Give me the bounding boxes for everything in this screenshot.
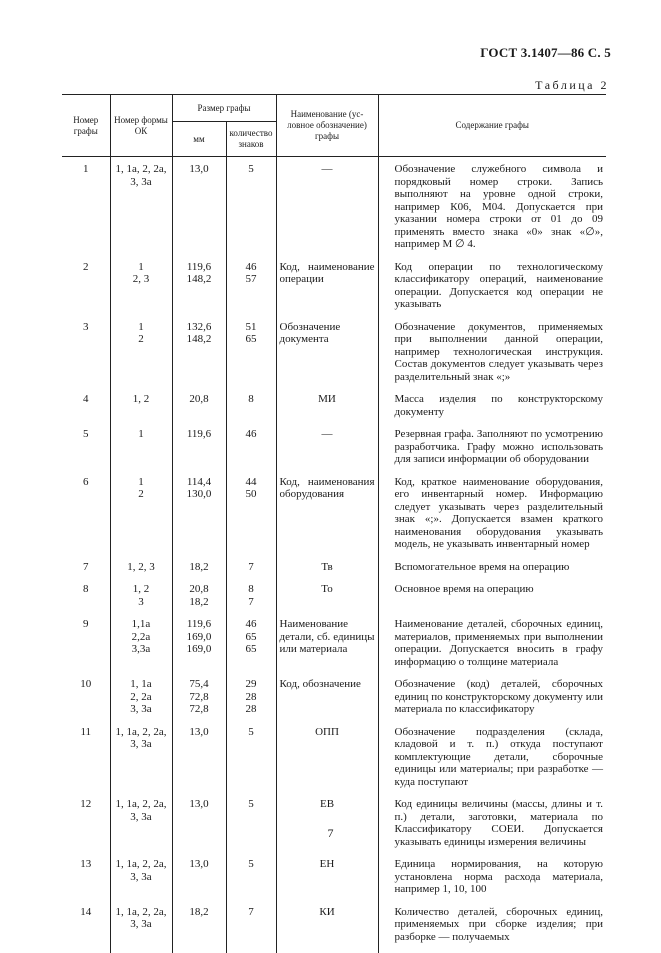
cell-field-name: КИ — [276, 906, 378, 953]
size-mm-value: 169,0 — [176, 643, 223, 656]
header-forms: Номер формы ОК — [110, 95, 172, 157]
size-mm-value: 119,6 — [176, 428, 223, 441]
form-number: 3, 3а — [114, 918, 169, 931]
table-caption: Таблица 2 — [535, 78, 609, 93]
size-mm-value: 20,8 — [176, 393, 223, 406]
cell-form-numbers — [110, 618, 172, 678]
char-count-value: 5 — [230, 726, 273, 739]
form-number: 1 — [114, 261, 169, 274]
char-count-value: 44 — [230, 476, 273, 489]
cell-size-mm — [172, 618, 226, 678]
fields-table — [62, 94, 606, 953]
size-mm-value: 119,6 — [176, 261, 223, 274]
size-mm-value: 18,2 — [176, 906, 223, 919]
char-count-value: 7 — [230, 596, 273, 609]
form-number: 1, 2 — [114, 583, 169, 596]
size-mm-value: 13,0 — [176, 726, 223, 739]
cell-form-numbers — [110, 561, 172, 584]
table-row — [62, 393, 606, 428]
char-count-value: 5 — [230, 163, 273, 176]
cell-field-number: 1 — [62, 163, 110, 261]
cell-char-count — [226, 858, 276, 906]
form-number: 2 — [114, 488, 169, 501]
cell-field-content: Обозначение (код) деталей, сборочных единиц по конструкторскому документу или материала по классификатору — [378, 678, 606, 726]
header-num: Номер графы — [62, 95, 110, 157]
table-row — [62, 858, 606, 906]
cell-char-count — [226, 393, 276, 428]
cell-form-numbers — [110, 583, 172, 618]
size-mm-value: 13,0 — [176, 163, 223, 176]
cell-field-name: МИ — [276, 393, 378, 428]
cell-char-count — [226, 726, 276, 799]
cell-field-content: Вспомогательное время на операцию — [378, 561, 606, 584]
cell-form-numbers — [110, 428, 172, 476]
cell-field-number: 6 — [62, 476, 110, 561]
char-count-value: 50 — [230, 488, 273, 501]
cell-size-mm — [172, 906, 226, 953]
cell-field-content: Обозначение подразделения (склада, кладовой и т. п.) откуда поступают комплектующие детали, сборочные единицы или материалы; при разработке — куда поступают — [378, 726, 606, 799]
char-count-value: 8 — [230, 583, 273, 596]
cell-size-mm — [172, 858, 226, 906]
char-count-value: 5 — [230, 858, 273, 871]
cell-form-numbers — [110, 163, 172, 261]
size-mm-value: 114,4 — [176, 476, 223, 489]
size-mm-value: 119,6 — [176, 618, 223, 631]
cell-char-count — [226, 321, 276, 394]
cell-field-content: Единица нормирования, на которую установлена норма расхода материала, например 1, 10, 100 — [378, 858, 606, 906]
header-content: Содержание графы — [378, 95, 606, 157]
cell-form-numbers — [110, 321, 172, 394]
form-number: 2, 3 — [114, 273, 169, 286]
size-mm-value: 20,8 — [176, 583, 223, 596]
cell-char-count — [226, 476, 276, 561]
cell-char-count — [226, 583, 276, 618]
table-row — [62, 906, 606, 953]
cell-field-content: Код единицы величины (массы, длины и т. п.) детали, заготовки, материала по Классификатору СОЕИ. Допускается указывать единицы измерения величины — [378, 798, 606, 858]
form-number: 3, 3а — [114, 176, 169, 189]
char-count-value: 28 — [230, 703, 273, 716]
cell-form-numbers — [110, 261, 172, 321]
cell-field-number: 9 — [62, 618, 110, 678]
table-row — [62, 476, 606, 561]
form-number: 1 — [114, 428, 169, 441]
cell-field-name: — — [276, 428, 378, 476]
cell-field-number: 11 — [62, 726, 110, 799]
cell-field-content: Код, краткое наименование оборудования, его инвентарный номер. Информацию следует указывать через разделительный знак «;». Допускается взамен краткого наименования оборудования указывать модель, не указывать инвентарный номер — [378, 476, 606, 561]
size-mm-value: 75,4 — [176, 678, 223, 691]
char-count-value: 7 — [230, 906, 273, 919]
header-name: Наименование (ус-ловное обозначение) графы — [276, 95, 378, 157]
cell-field-content: Обозначение документов, применяемых при выполнении данной операции, например технологическая инструкция. Состав документов следует указывать через разделительный знак «;» — [378, 321, 606, 394]
header-chars: количество знаков — [226, 122, 276, 157]
cell-field-name: Наименование детали, сб. единицы или материала — [276, 618, 378, 678]
form-number: 2, 2а — [114, 691, 169, 704]
cell-size-mm — [172, 476, 226, 561]
page-number: 7 — [0, 826, 661, 841]
table-row — [62, 561, 606, 584]
char-count-value: 29 — [230, 678, 273, 691]
cell-field-content: Основное время на операцию — [378, 583, 606, 618]
size-mm-value: 18,2 — [176, 561, 223, 574]
cell-char-count — [226, 561, 276, 584]
form-number: 1 — [114, 476, 169, 489]
table-header — [62, 95, 606, 157]
cell-field-number: 7 — [62, 561, 110, 584]
form-number: 3, 3а — [114, 811, 169, 824]
table-row — [62, 678, 606, 726]
size-mm-value: 130,0 — [176, 488, 223, 501]
cell-field-name: ОПП — [276, 726, 378, 799]
cell-field-name: — — [276, 163, 378, 261]
form-number: 1 — [114, 321, 169, 334]
size-mm-value: 72,8 — [176, 703, 223, 716]
cell-char-count — [226, 618, 276, 678]
cell-field-number: 2 — [62, 261, 110, 321]
cell-form-numbers — [110, 476, 172, 561]
cell-size-mm — [172, 321, 226, 394]
cell-field-content: Масса изделия по конструкторскому документу — [378, 393, 606, 428]
cell-size-mm — [172, 428, 226, 476]
cell-form-numbers — [110, 858, 172, 906]
char-count-value: 51 — [230, 321, 273, 334]
cell-field-number: 13 — [62, 858, 110, 906]
cell-field-number: 3 — [62, 321, 110, 394]
cell-form-numbers — [110, 678, 172, 726]
table-row — [62, 618, 606, 678]
cell-char-count — [226, 428, 276, 476]
char-count-value: 28 — [230, 691, 273, 704]
char-count-value: 5 — [230, 798, 273, 811]
cell-field-content: Обозначение служебного символа и порядковый номер строки. Запись выполняют на уровне одной строки, например К06, М04. Допускается при указании номера строки от 01 до 09 применять вместо знака «0» знак «∅», например М ∅ 4. — [378, 163, 606, 261]
form-number: 3, 3а — [114, 871, 169, 884]
cell-size-mm — [172, 561, 226, 584]
cell-field-name: Код, наименования оборудования — [276, 476, 378, 561]
cell-char-count — [226, 163, 276, 261]
table-row — [62, 163, 606, 261]
document-header-title: ГОСТ 3.1407—86 С. 5 — [480, 45, 611, 61]
cell-form-numbers — [110, 393, 172, 428]
char-count-value: 7 — [230, 561, 273, 574]
size-mm-value: 148,2 — [176, 333, 223, 346]
cell-size-mm — [172, 261, 226, 321]
cell-field-name: Код, обозначение — [276, 678, 378, 726]
cell-field-number: 10 — [62, 678, 110, 726]
table-row — [62, 726, 606, 799]
table-row — [62, 321, 606, 394]
cell-char-count — [226, 906, 276, 953]
form-number: 1, 1а, 2, 2а, — [114, 906, 169, 919]
form-number: 3,3а — [114, 643, 169, 656]
size-mm-value: 72,8 — [176, 691, 223, 704]
cell-char-count — [226, 261, 276, 321]
table-row — [62, 583, 606, 618]
form-number: 3, 3а — [114, 738, 169, 751]
cell-field-number: 4 — [62, 393, 110, 428]
form-number: 1, 1а, 2, 2а, — [114, 858, 169, 871]
header-size: Размер графы — [172, 95, 276, 122]
cell-field-name: ЕН — [276, 858, 378, 906]
size-mm-value: 18,2 — [176, 596, 223, 609]
char-count-value: 8 — [230, 393, 273, 406]
cell-char-count — [226, 678, 276, 726]
size-mm-value: 13,0 — [176, 798, 223, 811]
cell-field-number: 5 — [62, 428, 110, 476]
char-count-value: 65 — [230, 631, 273, 644]
size-mm-value: 13,0 — [176, 858, 223, 871]
form-number: 1, 2, 3 — [114, 561, 169, 574]
form-number: 3 — [114, 596, 169, 609]
cell-field-name: Тв — [276, 561, 378, 584]
form-number: 1, 1а, 2, 2а, — [114, 163, 169, 176]
form-number: 1, 1а — [114, 678, 169, 691]
form-number: 3, 3а — [114, 703, 169, 716]
cell-form-numbers — [110, 726, 172, 799]
cell-size-mm — [172, 678, 226, 726]
cell-field-content: Код операции по технологическому классификатору операций, наименование операции. Допускается код операции не указывать — [378, 261, 606, 321]
cell-size-mm — [172, 393, 226, 428]
form-number: 2,2а — [114, 631, 169, 644]
cell-field-number: 8 — [62, 583, 110, 618]
cell-field-content: Резервная графа. Заполняют по усмотрению разработчика. Графу можно использовать для записи информации об оборудовании — [378, 428, 606, 476]
cell-size-mm — [172, 726, 226, 799]
cell-field-content: Наименование деталей, сборочных единиц, материалов, применяемых при выполнении операции. Допускается вносить в графу информацию о толщине материала — [378, 618, 606, 678]
cell-field-name: То — [276, 583, 378, 618]
cell-size-mm — [172, 583, 226, 618]
char-count-value: 65 — [230, 333, 273, 346]
size-mm-value: 169,0 — [176, 631, 223, 644]
cell-field-content: Количество деталей, сборочных единиц, применяемых при сборке изделия; при разборке — получаемых — [378, 906, 606, 953]
cell-field-number: 12 — [62, 798, 110, 858]
table-row — [62, 261, 606, 321]
form-number: 1, 1а, 2, 2а, — [114, 726, 169, 739]
header-mm: мм — [172, 122, 226, 157]
cell-field-number: 14 — [62, 906, 110, 953]
char-count-value: 65 — [230, 643, 273, 656]
cell-field-name: Код, наименование операции — [276, 261, 378, 321]
table-row — [62, 428, 606, 476]
form-number: 1,1а — [114, 618, 169, 631]
char-count-value: 57 — [230, 273, 273, 286]
form-number: 1, 1а, 2, 2а, — [114, 798, 169, 811]
form-number: 1, 2 — [114, 393, 169, 406]
char-count-value: 46 — [230, 428, 273, 441]
size-mm-value: 132,6 — [176, 321, 223, 334]
size-mm-value: 148,2 — [176, 273, 223, 286]
cell-field-name: Обозначение документа — [276, 321, 378, 394]
char-count-value: 46 — [230, 261, 273, 274]
cell-size-mm — [172, 163, 226, 261]
char-count-value: 46 — [230, 618, 273, 631]
cell-field-name: ЕВ — [276, 798, 378, 858]
cell-form-numbers — [110, 906, 172, 953]
form-number: 2 — [114, 333, 169, 346]
